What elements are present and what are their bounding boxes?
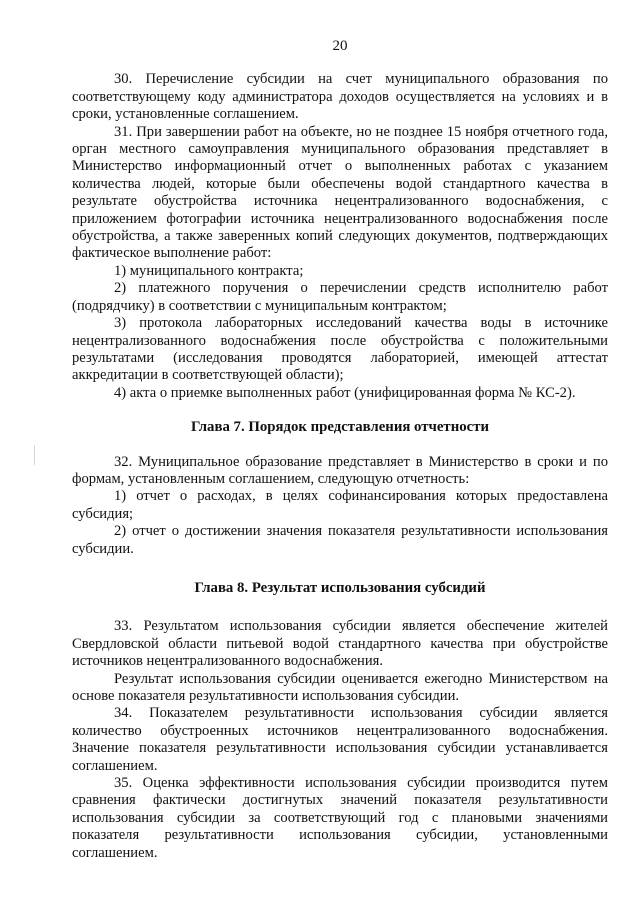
list-item-acceptance-act: 4) акта о приемке выполненных работ (унифицированная форма № КС-2). [114, 384, 576, 401]
list-item-contract: 1) муниципального контракта; [114, 262, 304, 279]
document-page [72, 38, 608, 862]
margin-mark [34, 445, 35, 465]
page-number: 20 [332, 38, 348, 54]
list-item-indicator-report: 2) отчет о достижении значения показателя результативности использования субсидии. [72, 523, 608, 557]
paragraph-31: 31. При завершении работ на объекте, но не позднее 15 ноября отчетного года, орган местного самоуправления муниципального образования представляет в Министерство информационный отчет о выполненных работах с указанием количества людей, которые были обеспечены водой стандартного качества в результате обустройства источника нецентрализованного водоснабжения, с приложением фотографии источника нецентрализованного водоснабжения после обустройства, а также заверенных копий следующих документов, подтверждающих фактическое выполнение работ: [72, 123, 608, 262]
section-payment-and-reporting [72, 71, 608, 402]
paragraph-34: 34. Показателем результативности использования субсидии является количество обустроенных источников нецентрализованного водоснабжения. Значение показателя результативности использования субсидии устанавливается соглашением. [72, 705, 608, 774]
paragraph-32: 32. Муниципальное образование представляет в Министерство в сроки и по формам, установленным соглашением, следующую отчетность: [72, 453, 608, 487]
section-chapter-7 [72, 454, 608, 558]
section-chapter-8 [72, 618, 608, 862]
paragraph-33: 33. Результатом использования субсидии является обеспечение жителей Свердловской области питьевой водой стандартного качества при обустройстве источников нецентрализованного водоснабжения. [72, 618, 608, 670]
paragraph-35: 35. Оценка эффективности использования субсидии производится путем сравнения фактически достигнутых значений показателя результативности использования субсидии за соответствующий год с плановыми значениями показателя результативности использования субсидии, установленными соглашением. [72, 775, 608, 861]
paragraph-33-evaluation: Результат использования субсидии оценивается ежегодно Министерством на основе показателя результативности использования субсидии. [72, 670, 608, 704]
chapter-8-heading: Глава 8. Результат использования субсидий [194, 579, 486, 596]
list-item-lab-protocol: 3) протокола лабораторных исследований качества воды в источнике нецентрализованного водоснабжения после обустройства с положительными результатами (исследования проводятся лабораторией, имеющей аттестат аккредитации в соответствующей области); [72, 315, 608, 384]
paragraph-30: 30. Перечисление субсидии на счет муниципального образования по соответствующему коду администратора доходов осуществляется на условиях и в сроки, установленные соглашением. [72, 71, 608, 123]
list-item-expense-report: 1) отчет о расходах, в целях софинансирования которых предоставлена субсидия; [72, 488, 608, 522]
chapter-7-heading: Глава 7. Порядок представления отчетности [191, 419, 489, 436]
list-item-payment-order: 2) платежного поручения о перечислении средств исполнителю работ (подрядчику) в соответствии с муниципальным контрактом; [72, 280, 608, 314]
